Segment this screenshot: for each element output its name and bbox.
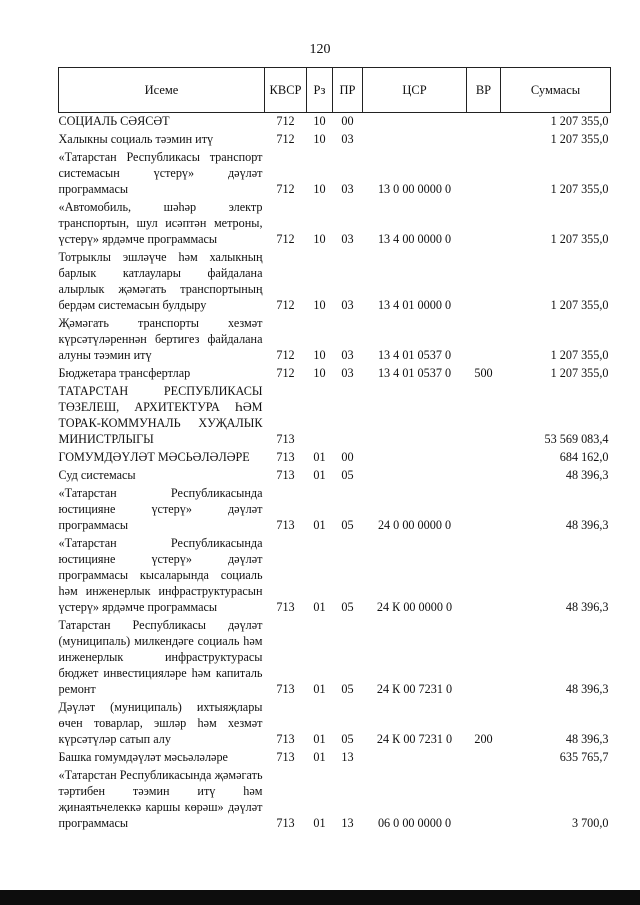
cell-kvsr: 713 [276, 450, 295, 464]
cell-vr [467, 149, 501, 199]
cell-amount: 1 207 355,0 [550, 366, 609, 380]
cell-csr [363, 467, 467, 485]
cell-csr: 13 4 00 0000 0 [377, 232, 452, 246]
cell-name: СОЦИАЛЬ СӘЯСӘТ [58, 114, 170, 128]
cell-vr [467, 131, 501, 149]
cell-rz: 10 [313, 114, 326, 128]
cell-csr: 13 4 01 0000 0 [377, 298, 452, 312]
cell-vr [467, 767, 501, 833]
table-row [59, 113, 611, 132]
cell-csr [363, 113, 467, 132]
cell-kvsr: 713 [276, 432, 295, 446]
cell-rz: 10 [313, 348, 326, 362]
cell-name: Тотрыклы эшләүче һәм халыкның барлык катлаулары файдалана алырлык җәмәгать транспортының бердәм системасын булдыру [58, 250, 263, 312]
cell-csr: 06 0 00 0000 0 [377, 816, 452, 830]
cell-pr: 00 [341, 114, 354, 128]
cell-pr: 03 [341, 182, 354, 196]
table-row [59, 699, 611, 749]
cell-rz: 01 [313, 682, 326, 696]
cell-csr: 13 4 01 0537 0 [377, 366, 452, 380]
cell-name: «Автомобиль, шәһәр электр транспортын, шул исәптән метроны, үстерү» ярдәмче программасы [58, 200, 263, 246]
cell-csr: 13 0 00 0000 0 [377, 182, 452, 196]
table-row [59, 199, 611, 249]
cell-rz: 10 [313, 182, 326, 196]
cell-amount: 3 700,0 [571, 816, 609, 830]
cell-kvsr: 713 [276, 732, 295, 746]
table-header-row [59, 68, 611, 113]
cell-rz: 01 [313, 816, 326, 830]
cell-pr [333, 383, 363, 449]
table-row [59, 535, 611, 617]
cell-rz: 01 [313, 750, 326, 764]
cell-amount: 684 162,0 [559, 450, 609, 464]
cell-amount: 1 207 355,0 [550, 114, 609, 128]
cell-csr [363, 449, 467, 467]
cell-rz: 10 [313, 232, 326, 246]
cell-kvsr: 713 [276, 468, 295, 482]
cell-name: Бюджетара трансфертлар [58, 366, 191, 380]
cell-kvsr: 712 [276, 114, 295, 128]
page-number: 120 [309, 42, 331, 57]
cell-name: Татарстан Республикасы дәүләт (муниципаль) милкендәге социаль һәм инженерлык инфраструктурасы бюджет инвестицияләре һәм капиталь ремонт [58, 618, 263, 696]
cell-amount: 48 396,3 [565, 518, 609, 532]
table-row [59, 249, 611, 315]
cell-kvsr: 713 [276, 816, 295, 830]
cell-vr [467, 383, 501, 449]
cell-amount: 1 207 355,0 [550, 182, 609, 196]
cell-vr [467, 449, 501, 467]
cell-csr: 24 0 00 0000 0 [377, 518, 452, 532]
cell-csr: 24 К 00 7231 0 [376, 682, 453, 696]
cell-amount: 635 765,7 [559, 750, 609, 764]
cell-kvsr: 713 [276, 682, 295, 696]
cell-kvsr: 712 [276, 132, 295, 146]
cell-amount: 1 207 355,0 [550, 348, 609, 362]
budget-table [58, 67, 611, 833]
cell-kvsr: 712 [276, 298, 295, 312]
cell-vr [467, 315, 501, 365]
cell-csr: 13 4 01 0537 0 [377, 348, 452, 362]
cell-pr: 03 [341, 298, 354, 312]
cell-kvsr: 712 [276, 366, 295, 380]
cell-csr [363, 749, 467, 767]
cell-amount: 1 207 355,0 [550, 298, 609, 312]
cell-kvsr: 713 [276, 600, 295, 614]
cell-vr [467, 749, 501, 767]
cell-name: «Татарстан Республикасында юстицияне үстерү» дәүләт программасы [58, 486, 263, 532]
cell-pr: 13 [341, 816, 354, 830]
cell-pr: 03 [341, 132, 354, 146]
header-name: Исеме [59, 68, 265, 113]
cell-pr: 03 [341, 348, 354, 362]
cell-vr: 500 [474, 366, 493, 380]
table-row [59, 149, 611, 199]
cell-amount: 53 569 083,4 [544, 432, 609, 446]
cell-rz: 01 [313, 518, 326, 532]
cell-name: Җәмәгать транспорты хезмәт күрсәтүләреннән бертигез файдалана алуны тәэмин итү [58, 316, 263, 362]
cell-rz: 01 [313, 732, 326, 746]
cell-vr [467, 617, 501, 699]
cell-csr: 24 К 00 0000 0 [376, 600, 453, 614]
cell-rz [307, 383, 333, 449]
cell-vr [467, 199, 501, 249]
cell-name: Суд системасы [58, 468, 136, 482]
table-row [59, 767, 611, 833]
cell-name: «Татарстан Республикасы транспорт системасын үстерү» дәүләт программасы [58, 150, 263, 196]
cell-name: Халыкны социаль тәэмин итү [58, 132, 214, 146]
cell-pr: 05 [341, 682, 354, 696]
table-row [59, 617, 611, 699]
cell-kvsr: 712 [276, 232, 295, 246]
header-pr: ПР [333, 68, 363, 113]
cell-vr [467, 249, 501, 315]
cell-rz: 10 [313, 298, 326, 312]
cell-amount: 1 207 355,0 [550, 232, 609, 246]
cell-kvsr: 712 [276, 182, 295, 196]
table-body [59, 113, 611, 834]
cell-vr [467, 467, 501, 485]
cell-pr: 03 [341, 232, 354, 246]
cell-pr: 05 [341, 518, 354, 532]
header-csr: ЦСР [363, 68, 467, 113]
cell-rz: 01 [313, 468, 326, 482]
cell-amount: 1 207 355,0 [550, 132, 609, 146]
cell-rz: 01 [313, 600, 326, 614]
cell-name: Дәүләт (муниципаль) ихтыяҗлары өчен товарлар, эшләр һәм хезмәт күрсәтүләр сатып алу [58, 700, 263, 746]
cell-pr: 00 [341, 450, 354, 464]
header-vr: ВР [467, 68, 501, 113]
scan-bottom-edge [0, 890, 640, 905]
table-row [59, 467, 611, 485]
cell-pr: 13 [341, 750, 354, 764]
table-row [59, 749, 611, 767]
cell-pr: 05 [341, 732, 354, 746]
table-row [59, 485, 611, 535]
cell-pr: 03 [341, 366, 354, 380]
cell-vr [467, 485, 501, 535]
cell-csr [363, 383, 467, 449]
cell-name: ТАТАРСТАН РЕСПУБЛИКАСЫ ТӨЗЕЛЕШ, АРХИТЕКТУРА ҺӘМ ТОРАК-КОММУНАЛЬ ХУҖАЛЫК МИНИСТРЛЫГЫ [58, 384, 263, 446]
header-kvsr: КВСР [265, 68, 307, 113]
header-amount: Суммасы [501, 68, 611, 113]
cell-amount: 48 396,3 [565, 600, 609, 614]
cell-csr: 24 К 00 7231 0 [376, 732, 453, 746]
cell-rz: 10 [313, 132, 326, 146]
cell-kvsr: 713 [276, 518, 295, 532]
table-row [59, 131, 611, 149]
cell-name: «Татарстан Республикасында җәмәгать тәртибен тәэмин итү һәм җинаятьчелеккә каршы көрәш» дәүләт программасы [58, 768, 263, 830]
cell-name: ГОМУМДӘҮЛӘТ МӘСЬӘЛӘЛӘРЕ [58, 450, 250, 464]
cell-rz: 01 [313, 450, 326, 464]
cell-name: «Татарстан Республикасында юстицияне үстерү» дәүләт программасы кысаларында социаль һәм инженерлык инфраструктурасын үстерү» ярдәмче программасы [58, 536, 263, 614]
cell-pr: 05 [341, 600, 354, 614]
cell-rz: 10 [313, 366, 326, 380]
cell-kvsr: 712 [276, 348, 295, 362]
cell-amount: 48 396,3 [565, 468, 609, 482]
table-row [59, 315, 611, 365]
table-row [59, 383, 611, 449]
cell-name: Башка гомумдәүләт мәсьәләләре [58, 750, 228, 764]
cell-amount: 48 396,3 [565, 732, 609, 746]
table-row [59, 449, 611, 467]
table-row [59, 365, 611, 383]
header-rz: Рз [307, 68, 333, 113]
cell-amount: 48 396,3 [565, 682, 609, 696]
cell-kvsr: 713 [276, 750, 295, 764]
cell-vr [467, 535, 501, 617]
cell-csr [363, 131, 467, 149]
cell-vr: 200 [474, 732, 493, 746]
cell-vr [467, 113, 501, 132]
cell-pr: 05 [341, 468, 354, 482]
